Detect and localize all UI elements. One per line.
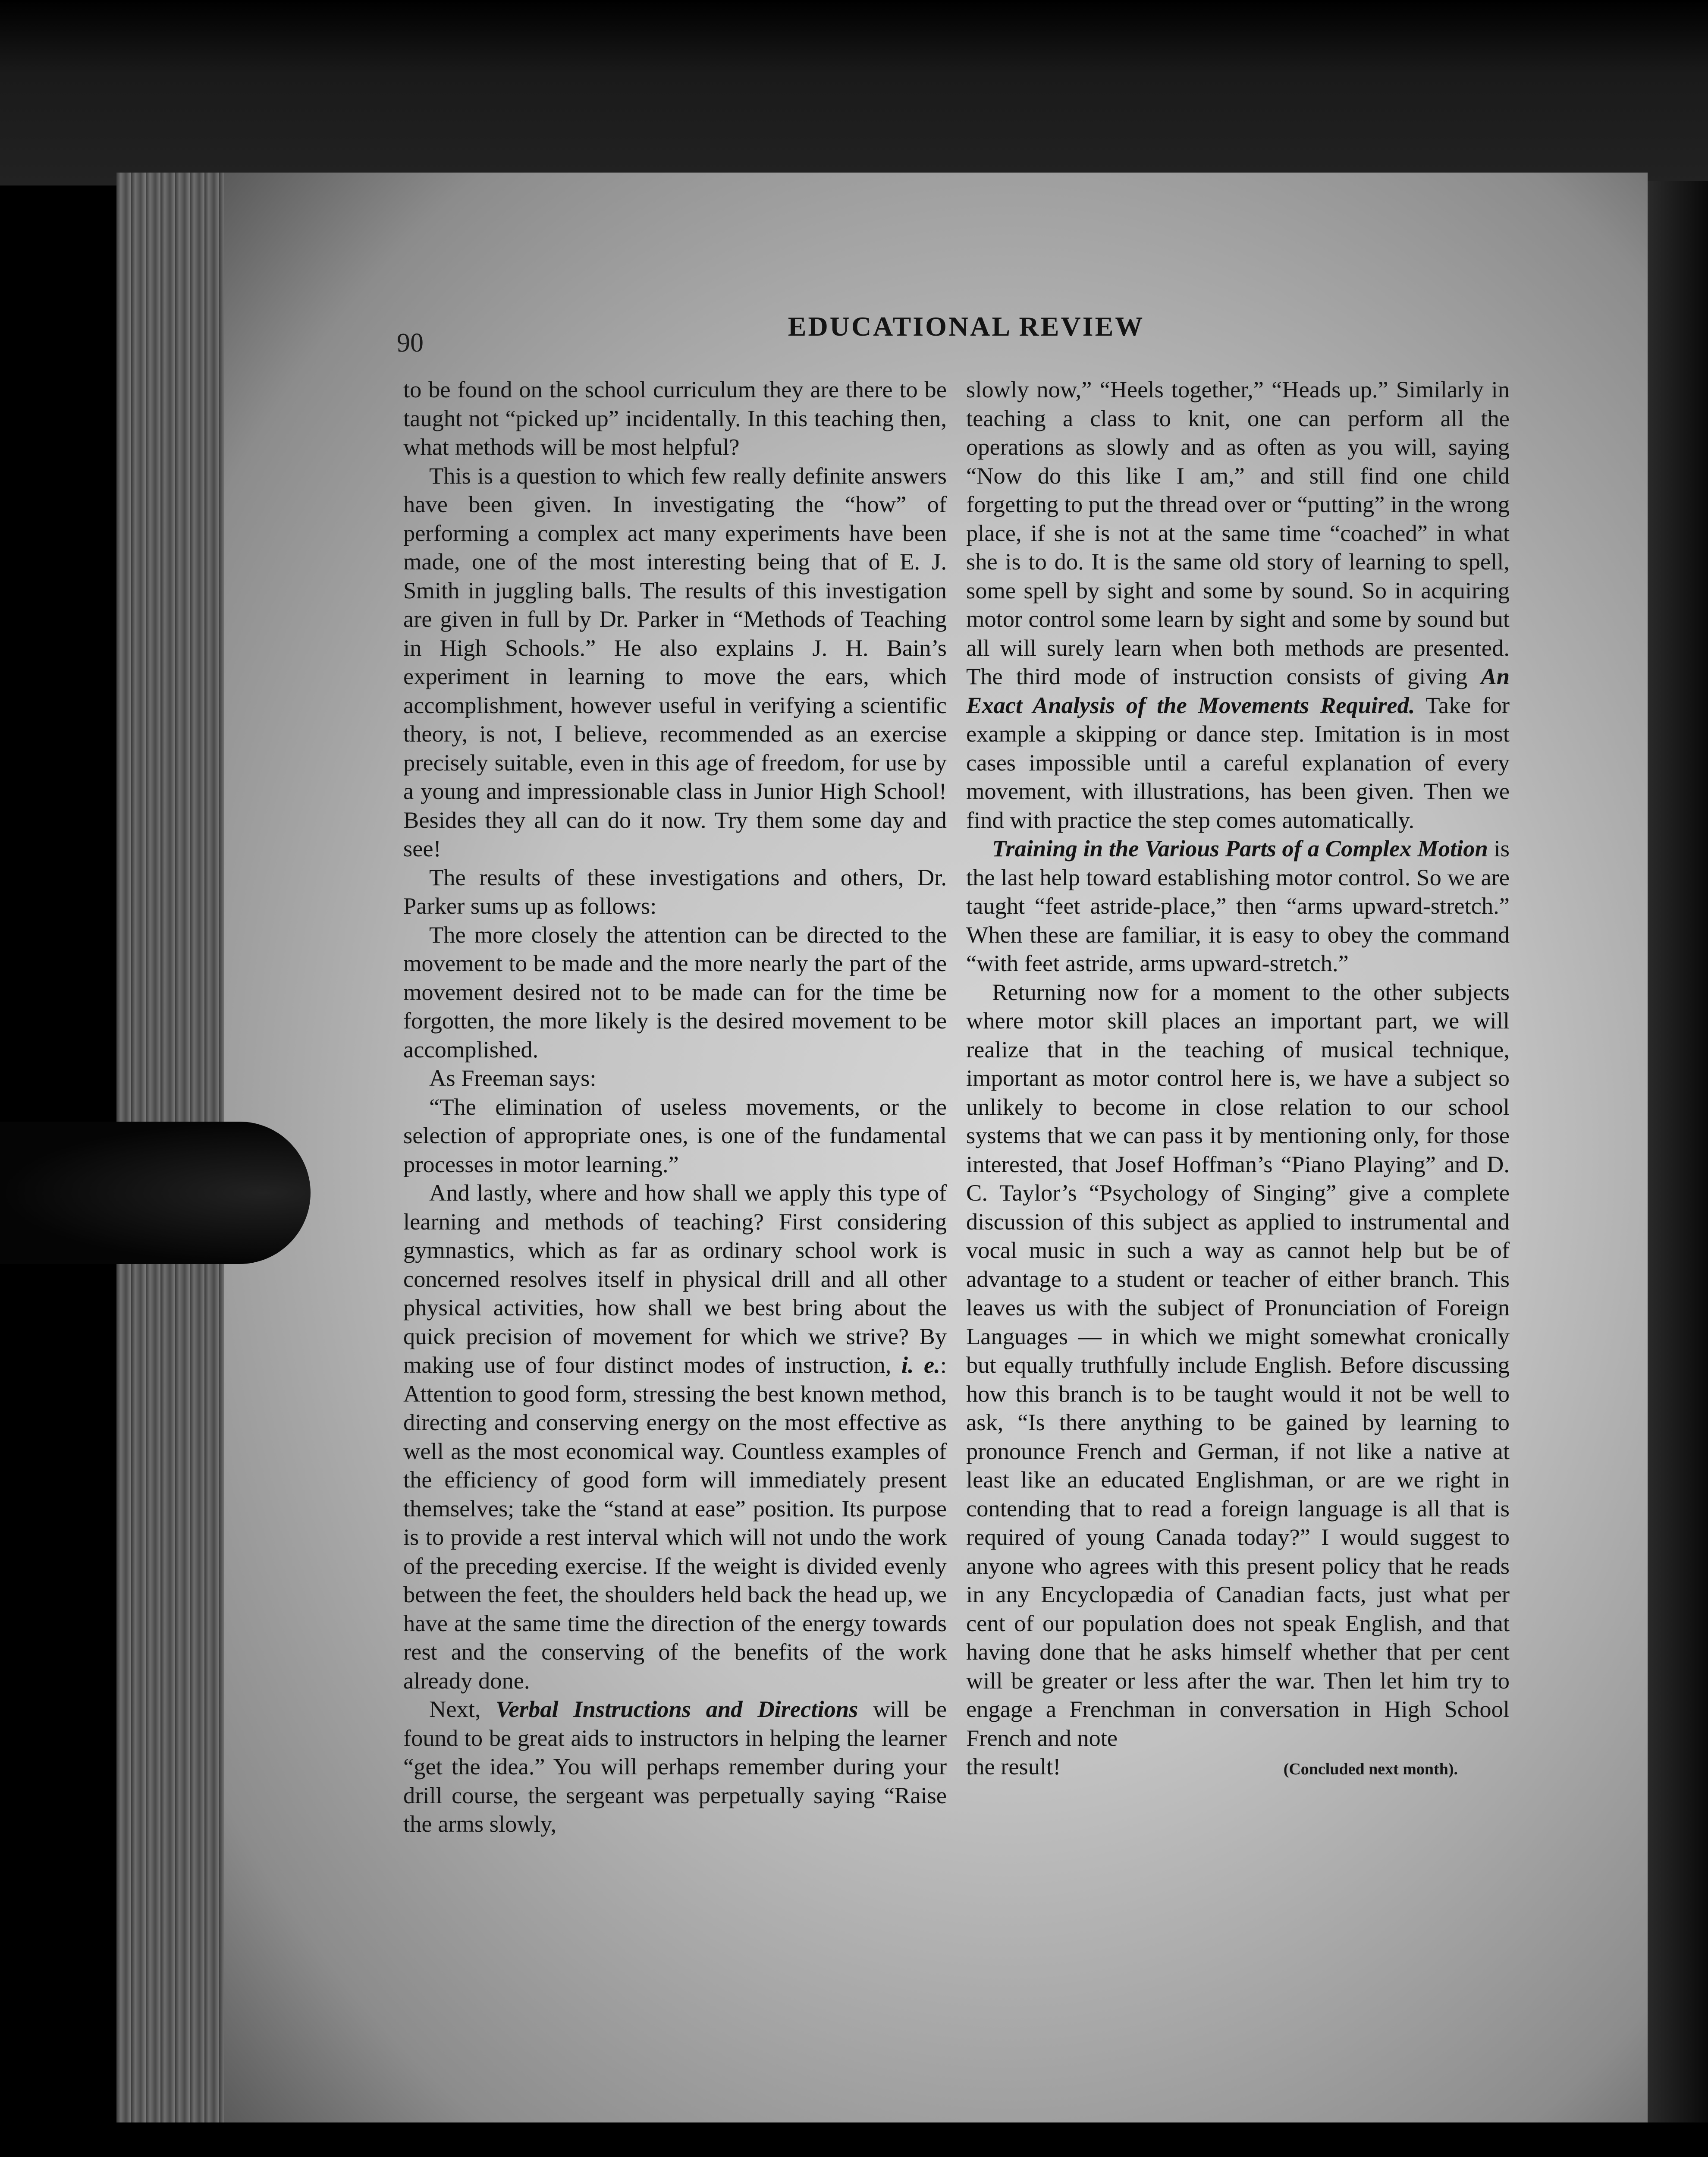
thumb-shadow bbox=[0, 1122, 311, 1264]
italic-text: i. e. bbox=[901, 1352, 940, 1378]
paragraph: This is a question to which few really definite answers have been given. In investigating the “how” of performing a complex act many experiments have been made, one of the most interesting being that of E. J. Smith in juggling balls. The results of this investigation are given in full by Dr. Parker in “Methods of Teaching in High Schools.” He also explains J. H. Bain’s experiment in learning to move the ears, which accomplishment, however useful in verifying a scientific theory, is not, I believe, recommended as an exercise precisely suitable, even in this age of freedom, for use by a young and impressionable class in Junior High School! Besides they all can do it now. Try them some day and see! bbox=[403, 462, 947, 862]
left-column bbox=[403, 375, 947, 1839]
text-run: : Attention to good form, stressing the best known method, directing and conserving energy on the most effective as well as the most economical way. Countless examples of the efficiency of good form will immediately present themselves; take the “stand at ease” position. Its purpose is to provide a rest interval which will not undo the work of the preceding exercise. If the weight is divided evenly between the feet, the shoulders held back the head up, we have at the same time the direction of the energy towards rest and the conserving of the benefits of the work already done. bbox=[403, 1352, 947, 1694]
paragraph: As Freeman says: bbox=[429, 1065, 597, 1091]
text-run: will be found to be great aids to instructors in helping the learner “get the idea.” You will perhaps remember during your drill course, the sergeant was perpetually saying “Raise the arms slowly, bbox=[403, 1696, 947, 1837]
continuation-note: (Concluded next month). bbox=[1283, 1760, 1458, 1778]
paragraph bbox=[966, 834, 1510, 978]
text-run: Next, bbox=[429, 1696, 481, 1722]
paragraph bbox=[966, 375, 1510, 834]
text-run: is the last help toward establishing motor control. So we are taught “feet astride-place,” then “arms upward-stretch.” When these are familiar, it is easy to obey the command “with feet astride, arms upward-stretch.” bbox=[966, 835, 1510, 976]
paragraph bbox=[403, 1179, 947, 1695]
text-run: the result! bbox=[966, 1753, 1061, 1780]
right-column bbox=[966, 375, 1510, 1784]
book-cover-edge bbox=[1648, 181, 1708, 2122]
running-title: EDUCATIONAL REVIEW bbox=[788, 311, 1145, 342]
page-number: 90 bbox=[397, 328, 424, 358]
page-header bbox=[397, 311, 1535, 358]
text-run: slowly now,” “Heels together,” “Heads up.” Similarly in teaching a class to knit, one can perform all the operations as slowly and as often as you will, saying “Now do this like I am,” and still find one child forgetting to put the thread over or “putting” in the wrong place, if she is not at the same time “coached” in what she is to do. It is the same old story of learning to spell, some spell by sight and some by sound. So in acquiring motor control some learn by sight and some by sound but all will surely learn when both methods are presented. The third mode of instruction consists of giving bbox=[966, 376, 1510, 689]
quoted-paragraph: “The elimination of useless movements, or the selection of appropriate ones, is one of the fundamental processes in motor learning.” bbox=[403, 1093, 947, 1177]
italic-text: Verbal Instructions and Directions bbox=[496, 1696, 858, 1722]
italic-text: An Exact Analysis of the Movements Required. bbox=[966, 663, 1510, 718]
paragraph: to be found on the school curriculum they are there to be taught not “picked up” incidentally. In this teaching then, what methods will be most helpful? bbox=[403, 376, 947, 460]
quoted-paragraph: The more closely the attention can be directed to the movement to be made and the more nearly the part of the movement desired not to be made can for the time be forgotten, the more likely is the desired movement to be accomplished. bbox=[403, 921, 947, 1063]
paragraph bbox=[403, 1695, 947, 1839]
paragraph: The results of these investigations and others, Dr. Parker sums up as follows: bbox=[403, 864, 947, 919]
closing-line bbox=[966, 1752, 1510, 1784]
text-run: And lastly, where and how shall we apply this type of learning and methods of teaching? First considering gymnastics, which as far as ordinary school work is concerned resolves itself in physical drill and all other physical activities, how shall we best bring about the quick precision of movement for which we strive? By making use of four distinct modes of instruction, bbox=[403, 1179, 947, 1378]
text-run: Take for example a skipping or dance step. Imitation is in most cases impossible until a careful explanation of every movement, with illustrations, has been given. Then we find with practice the step comes automatically. bbox=[966, 692, 1510, 833]
italic-text: Training in the Various Parts of a Complex Motion bbox=[992, 835, 1488, 862]
background-shadow bbox=[0, 0, 1708, 186]
paragraph: Returning now for a moment to the other subjects where motor skill places an important part, we will realize that in the teaching of musical technique, important as motor control here is, we have a subject so unlikely to become in close relation to our school systems that we can pass it by mentioning only, for those interested, that Josef Hoffman’s “Piano Playing” and D. C. Taylor’s “Psychology of Singing” give a complete discussion of this subject as applied to instrumental and vocal music in such a way as cannot help but be of advantage to a student or teacher of either branch. This leaves us with the subject of Pronunciation of Foreign Languages — in which we might somewhat cronically but equally truthfully include English. Before discussing how this branch is to be taught would it not be well to ask, “Is there anything to be gained by learning to pronounce French and German, if not like a native at least like an educated Englishman, or are we right in contending that to read a foreign language is all that is required of young Canada today?” I would suggest to anyone who agrees with this present policy that he reads in any Encyclopædia of Canadian facts, just what per cent of our population does not speak English, and that having done that he asks himself whether that per cent will be greater or less after the war. Then let him try to engage a Frenchman in conversation in High School French and note bbox=[966, 978, 1510, 1751]
